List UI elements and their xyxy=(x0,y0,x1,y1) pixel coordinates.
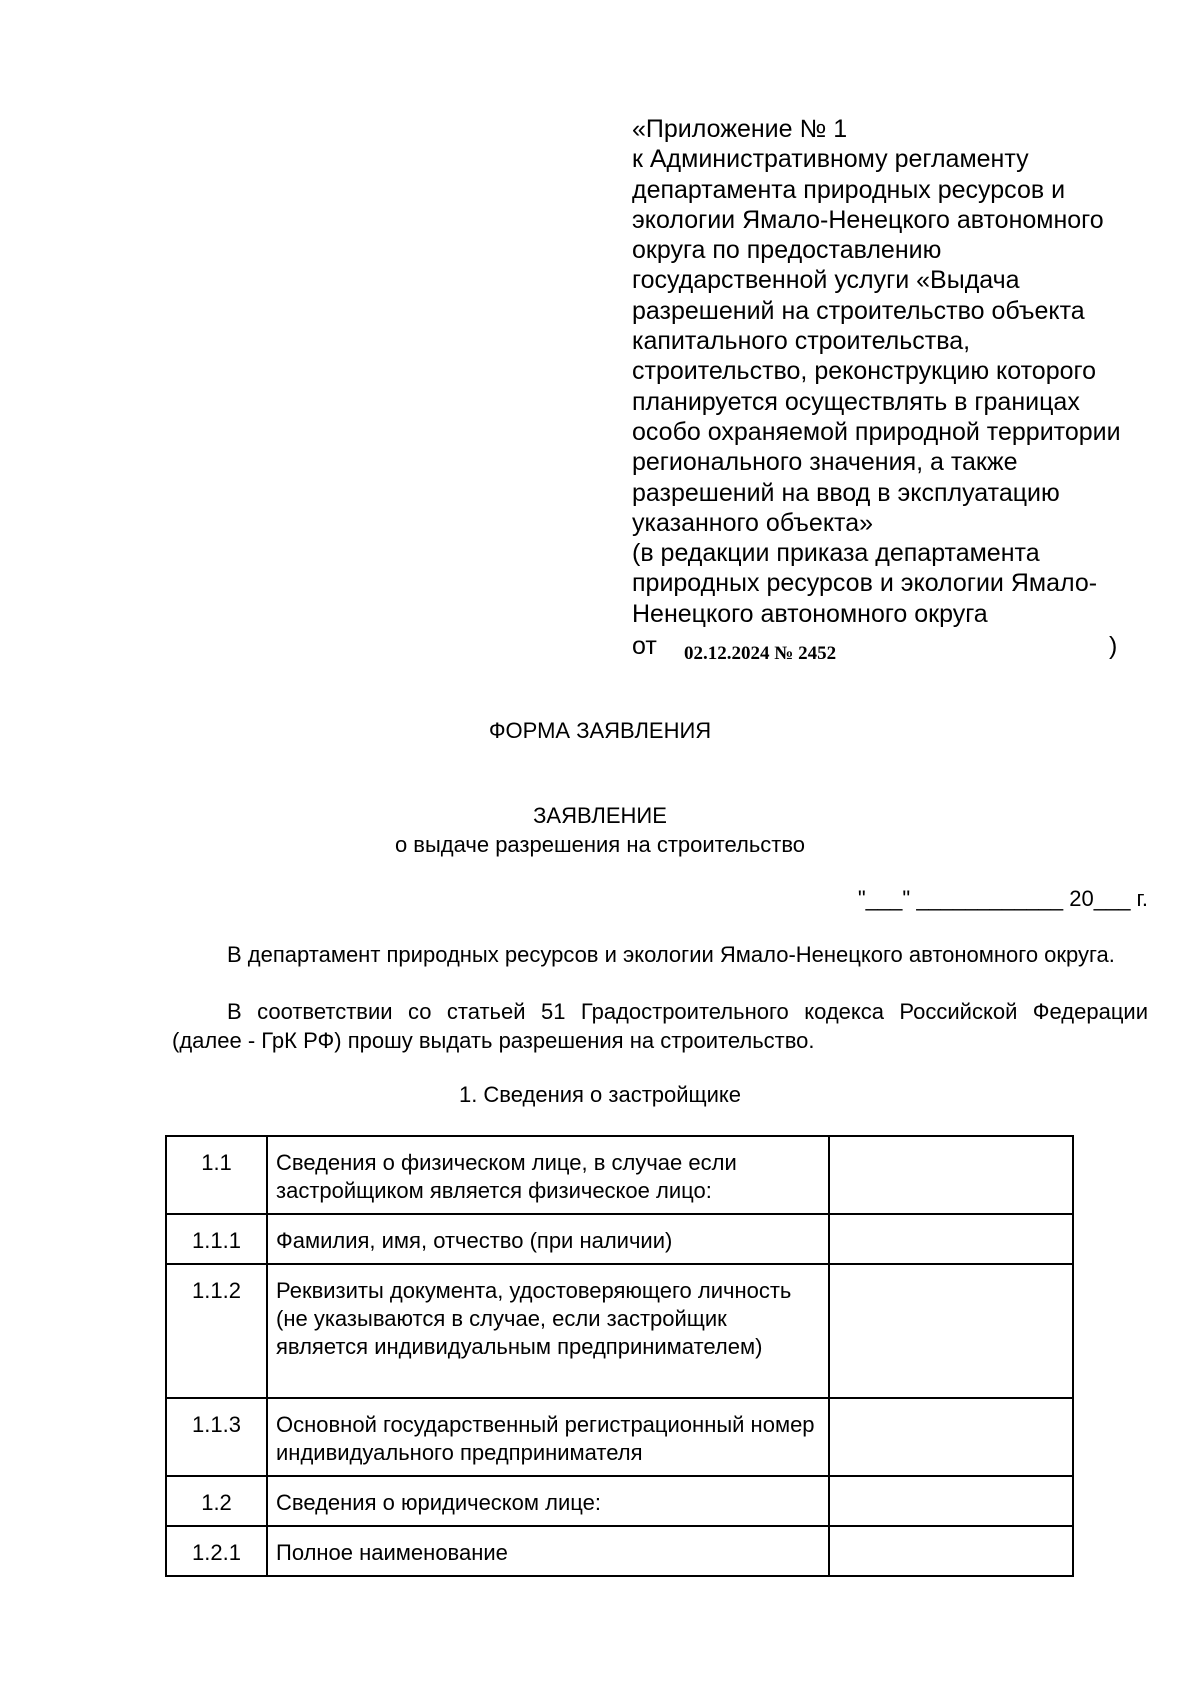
appendix-line: округа по предоставлению xyxy=(632,236,942,265)
developer-info-table xyxy=(165,1135,1074,1577)
row-number: 1.2.1 xyxy=(166,1526,267,1576)
appendix-line: департамента природных ресурсов и xyxy=(632,175,1066,204)
row-value-cell[interactable] xyxy=(829,1526,1073,1576)
row-description: Сведения о юридическом лице: xyxy=(267,1476,829,1526)
row-description: Реквизиты документа, удостоверяющего личность (не указываются в случае, если застройщик является индивидуальным предпринимателем) xyxy=(267,1264,829,1398)
table-row xyxy=(166,1214,1073,1264)
row-description: Полное наименование xyxy=(267,1526,829,1576)
statement-subtitle: о выдаче разрешения на строительство xyxy=(394,832,806,857)
row-number: 1.1.3 xyxy=(166,1398,267,1476)
table-row xyxy=(166,1264,1073,1398)
appendix-line: к Административному регламенту xyxy=(632,145,1029,174)
appendix-line: разрешений на строительство объекта xyxy=(632,296,1085,325)
appendix-line: регионального значения, а также xyxy=(632,448,1018,477)
appendix-line: указанного объекта» xyxy=(632,508,874,537)
row-number: 1.1.2 xyxy=(166,1264,267,1398)
row-description: Фамилия, имя, отчество (при наличии) xyxy=(267,1214,829,1264)
row-value-cell[interactable] xyxy=(829,1136,1073,1214)
closing-paren: ) xyxy=(1109,632,1118,661)
amendment-date-line xyxy=(632,629,1192,665)
appendix-line: особо охраняемой природной территории xyxy=(632,417,1121,446)
row-value-cell[interactable] xyxy=(829,1476,1073,1526)
table-row xyxy=(166,1136,1073,1214)
row-description: Основной государственный регистрационный номер индивидуального предпринимателя xyxy=(267,1398,829,1476)
order-date-stamp: 02.12.2024 № 2452 xyxy=(684,643,837,665)
table-row xyxy=(166,1398,1073,1476)
appendix-line: планируется осуществлять в границах xyxy=(632,387,1080,416)
row-value-cell[interactable] xyxy=(829,1398,1073,1476)
row-value-cell[interactable] xyxy=(829,1264,1073,1398)
table-row xyxy=(166,1476,1073,1526)
row-value-cell[interactable] xyxy=(829,1214,1073,1264)
appendix-line: государственной услуги «Выдача xyxy=(632,266,1020,295)
addressee-paragraph: В департамент природных ресурсов и экологии Ямало-Ненецкого автономного округа. xyxy=(227,942,1115,967)
appendix-line: строительство, реконструкцию которого xyxy=(632,357,1096,386)
date-prefix: от xyxy=(632,632,657,661)
request-paragraph: В соответствии со статьей 51 Градостроительного кодекса Российской Федерации (далее - ГрК РФ) прошу выдать разрешения на строительство. xyxy=(172,999,1148,1053)
form-title: ФОРМА ЗАЯВЛЕНИЯ xyxy=(488,718,712,743)
row-number: 1.1.1 xyxy=(166,1214,267,1264)
section-title: 1. Сведения о застройщике xyxy=(458,1082,742,1107)
appendix-line: разрешений на ввод в эксплуатацию xyxy=(632,478,1060,507)
appendix-line: экологии Ямало-Ненецкого автономного xyxy=(632,205,1104,234)
appendix-line: Ненецкого автономного округа xyxy=(632,599,988,628)
appendix-header xyxy=(632,114,1192,665)
appendix-line: природных ресурсов и экологии Ямало- xyxy=(632,569,1098,598)
row-number: 1.2 xyxy=(166,1476,267,1526)
row-number: 1.1 xyxy=(166,1136,267,1214)
appendix-line: «Приложение № 1 xyxy=(632,115,848,143)
appendix-line: (в редакции приказа департамента xyxy=(632,539,1040,568)
statement-title: ЗАЯВЛЕНИЕ xyxy=(533,803,667,828)
date-field[interactable]: "___" ____________ 20___ г. xyxy=(857,886,1148,911)
row-description: Сведения о физическом лице, в случае если застройщиком является физическое лицо: xyxy=(267,1136,829,1214)
table-row xyxy=(166,1526,1073,1576)
appendix-line: капитального строительства, xyxy=(632,327,971,356)
